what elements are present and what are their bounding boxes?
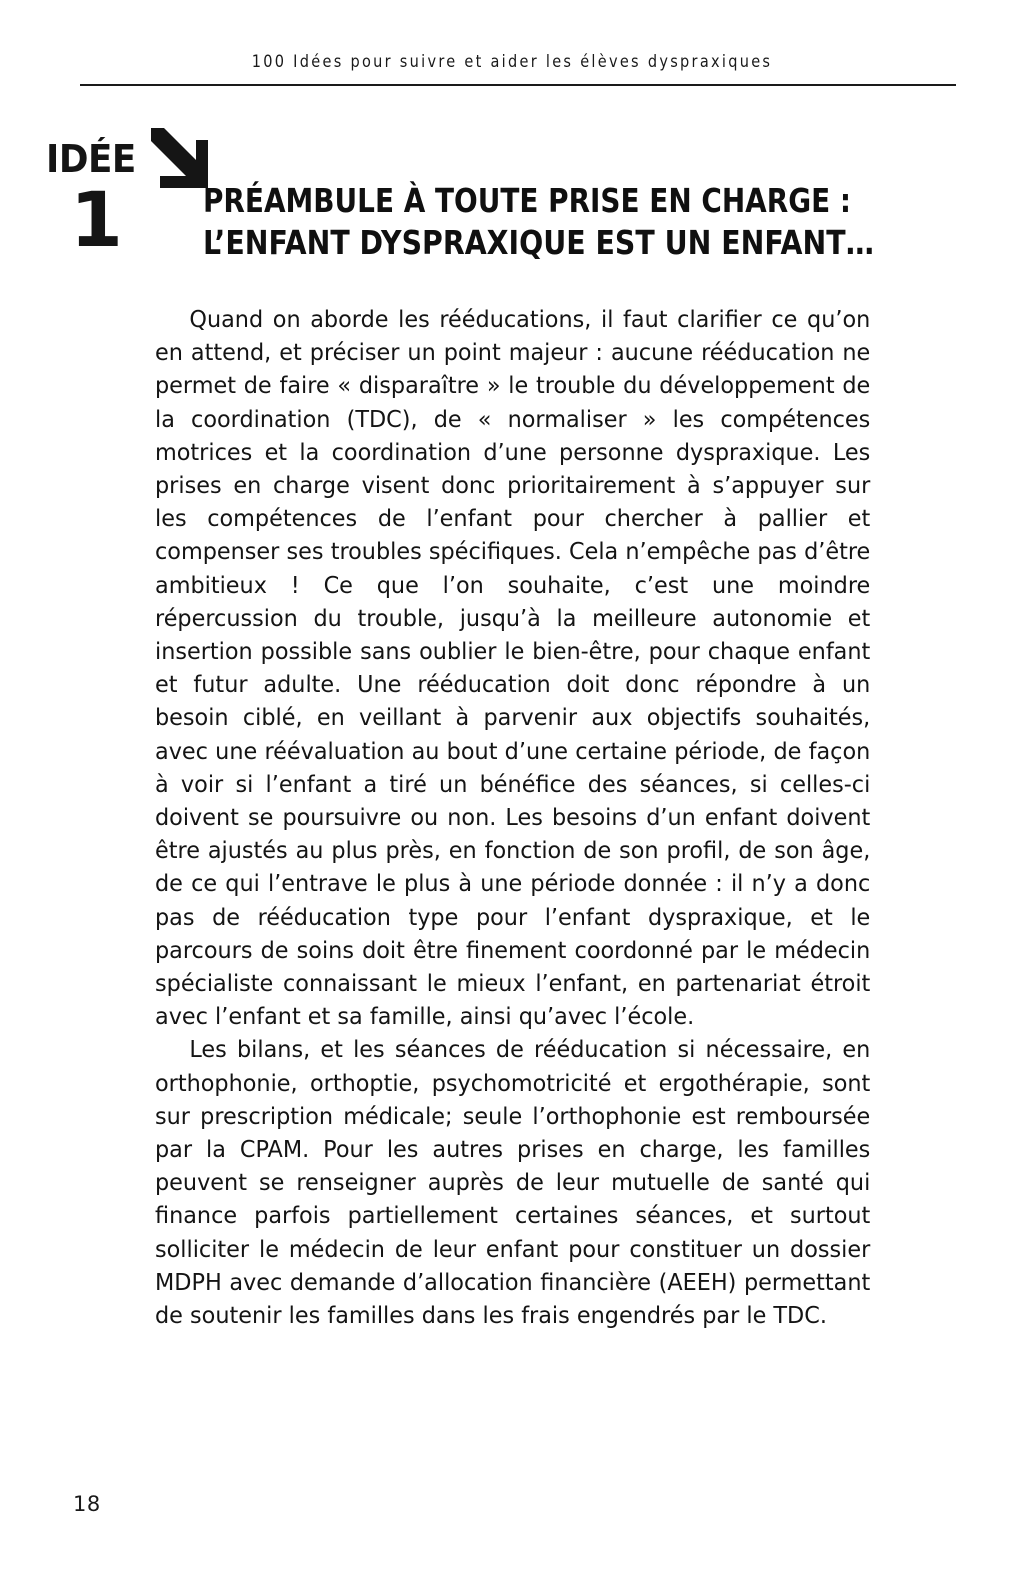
idea-marker (44, 137, 214, 270)
body-column (155, 303, 904, 1332)
body-paragraph: Les bilans, et les séances de rééducation si nécessaire, en orthophonie, orthoptie, psychomotricité et ergothérapie, sont sur prescription médicale; seule l’orthophonie est remboursée par la CPAM. Pour les autres prises en charge, les familles peuvent se renseigner auprès de leur mutuelle de santé qui finance parfois partiellement certaines séances, et surtout solliciter le médecin de leur enfant pour constituer un dossier MDPH avec demande d’allocation financière (AEEH) permettant de soutenir les familles dans les frais engendrés par le TDC. (155, 1035, 871, 1330)
header-rule (80, 84, 956, 86)
idea-title (203, 180, 903, 264)
body-paragraph: Quand on aborde les rééducations, il faut clarifier ce qu’on en attend, et préciser un point majeur : aucune rééducation ne permet de faire « disparaître » le trouble du développement de la coordination (TDC), de « normaliser » les compétences motrices et la coordination d’une personne dyspraxique. Les prises en charge visent donc prioritairement à s’appuyer sur les compétences de l’enfant pour chercher à pallier et compenser ses troubles spécifiques. Cela n’empêche pas d’être ambitieux ! Ce que l’on souhaite, c’est une moindre répercussion du trouble, jusqu’à la meilleure autonomie et insertion possible sans oublier le bien-être, pour chaque enfant et futur adulte. Une rééducation doit donc répondre à un besoin ciblé, en veillant à parvenir aux objectifs souhaités, avec une réévaluation au bout d’une certaine période, de façon à voir si l’enfant a tiré un bénéfice des séances, si celles-ci doivent se poursuivre ou non. Les besoins d’un enfant doivent être ajustés au plus près, en fonction de son profil, de son âge, de ce qui l’entrave le plus à une période donnée : il n’y a donc pas de rééducation type pour l’enfant dyspraxique, et le parcours de soins doit être finement coordonné par le médecin spécialiste connaissant le mieux l’enfant, en partenariat étroit avec l’enfant et sa famille, ainsi qu’avec l’école. (155, 305, 871, 1031)
page-number: 18 (73, 1492, 101, 1516)
idea-number: 1 (70, 175, 123, 264)
idea-label: IDÉE (46, 137, 136, 181)
running-head: 100 Idées pour suivre et aider les élèves dyspraxiques (251, 52, 773, 71)
idea-title-line-2: L’ENFANT DYSPRAXIQUE EST UN ENFANT… (203, 223, 875, 262)
idea-title-line-1: PRÉAMBULE À TOUTE PRISE EN CHARGE : (203, 181, 852, 220)
